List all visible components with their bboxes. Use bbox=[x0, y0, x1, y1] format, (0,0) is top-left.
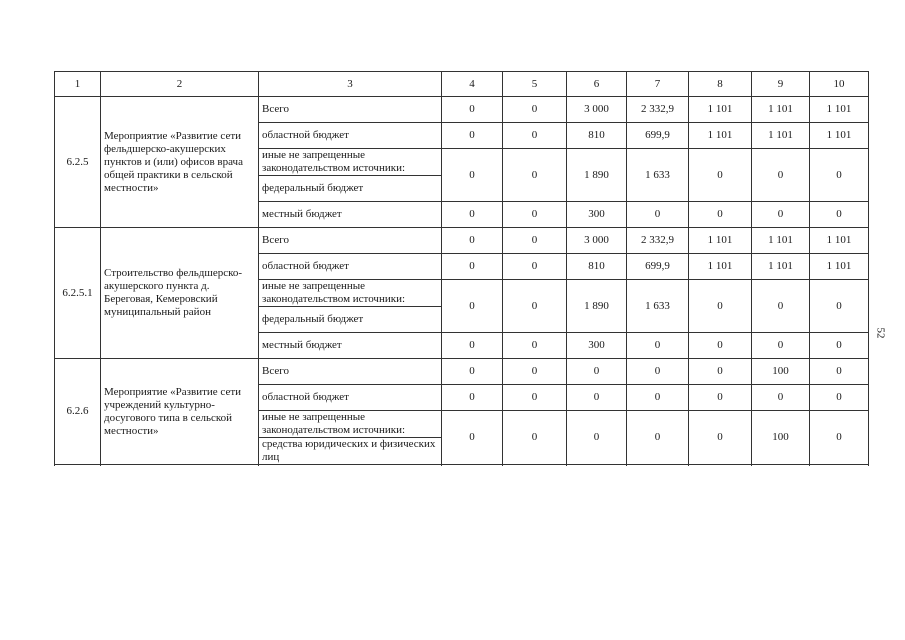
funding-source: областной бюджет bbox=[259, 254, 442, 280]
value-cell: 0 bbox=[689, 411, 752, 465]
column-header: 9 bbox=[752, 72, 810, 97]
value-cell: 0 bbox=[810, 385, 869, 411]
row-name: Мероприятие «Развитие сети учреждений культурно-досугового типа в сельской местности» bbox=[101, 359, 259, 465]
value-cell: 1 101 bbox=[752, 97, 810, 123]
value-cell: 0 bbox=[503, 333, 567, 359]
column-header: 7 bbox=[627, 72, 689, 97]
value-cell: 0 bbox=[503, 411, 567, 465]
value-cell: 1 101 bbox=[752, 228, 810, 254]
value-cell: 1 101 bbox=[689, 97, 752, 123]
value-cell: 0 bbox=[752, 385, 810, 411]
value-cell: 810 bbox=[567, 254, 627, 280]
funding-source: федеральный бюджет bbox=[259, 176, 442, 202]
value-cell: 699,9 bbox=[627, 254, 689, 280]
value-cell: 0 bbox=[442, 228, 503, 254]
value-cell: 0 bbox=[627, 202, 689, 228]
row-code: 6.2.6 bbox=[55, 359, 101, 465]
value-cell: 0 bbox=[442, 280, 503, 333]
header-row bbox=[55, 72, 869, 97]
value-cell: 0 bbox=[689, 202, 752, 228]
funding-source: федеральный бюджет bbox=[259, 307, 442, 333]
value-cell: 1 101 bbox=[810, 97, 869, 123]
value-cell: 1 101 bbox=[810, 228, 869, 254]
value-cell: 0 bbox=[503, 254, 567, 280]
value-cell: 0 bbox=[503, 385, 567, 411]
value-cell: 3 000 bbox=[567, 228, 627, 254]
column-header: 5 bbox=[503, 72, 567, 97]
value-cell: 0 bbox=[442, 123, 503, 149]
value-cell: 0 bbox=[810, 149, 869, 202]
value-cell: 1 101 bbox=[810, 123, 869, 149]
table-row bbox=[55, 228, 869, 254]
funding-source: областной бюджет bbox=[259, 385, 442, 411]
value-cell: 0 bbox=[752, 202, 810, 228]
funding-source-heading: иные не запрещенные законодательством источники: bbox=[259, 411, 442, 438]
value-cell: 1 890 bbox=[567, 280, 627, 333]
value-cell: 2 332,9 bbox=[627, 97, 689, 123]
value-cell: 0 bbox=[627, 333, 689, 359]
funding-source: Всего bbox=[259, 359, 442, 385]
value-cell: 1 101 bbox=[689, 254, 752, 280]
column-header: 1 bbox=[55, 72, 101, 97]
value-cell: 0 bbox=[689, 280, 752, 333]
value-cell: 0 bbox=[503, 202, 567, 228]
budget-table bbox=[54, 71, 869, 465]
row-name: Мероприятие «Развитие сети фельдшерско-акушерских пунктов и (или) офисов врача общей практики в сельской местности» bbox=[101, 97, 259, 228]
funding-source-heading: иные не запрещенные законодательством источники: bbox=[259, 280, 442, 307]
value-cell: 100 bbox=[752, 359, 810, 385]
column-header: 3 bbox=[259, 72, 442, 97]
value-cell: 0 bbox=[752, 149, 810, 202]
column-header: 10 bbox=[810, 72, 869, 97]
value-cell: 0 bbox=[810, 333, 869, 359]
column-header: 4 bbox=[442, 72, 503, 97]
funding-source: средства юридических и физических лиц bbox=[259, 438, 442, 465]
funding-source: областной бюджет bbox=[259, 123, 442, 149]
value-cell: 1 633 bbox=[627, 280, 689, 333]
value-cell: 0 bbox=[627, 411, 689, 465]
value-cell: 0 bbox=[442, 411, 503, 465]
column-header: 8 bbox=[689, 72, 752, 97]
value-cell: 0 bbox=[503, 97, 567, 123]
value-cell: 0 bbox=[503, 123, 567, 149]
value-cell: 3 000 bbox=[567, 97, 627, 123]
value-cell: 699,9 bbox=[627, 123, 689, 149]
value-cell: 0 bbox=[442, 385, 503, 411]
value-cell: 0 bbox=[567, 385, 627, 411]
funding-source: Всего bbox=[259, 97, 442, 123]
value-cell: 0 bbox=[503, 280, 567, 333]
value-cell: 0 bbox=[627, 359, 689, 385]
value-cell: 0 bbox=[810, 411, 869, 465]
value-cell: 1 890 bbox=[567, 149, 627, 202]
row-code: 6.2.5.1 bbox=[55, 228, 101, 359]
funding-source: Всего bbox=[259, 228, 442, 254]
value-cell: 0 bbox=[442, 149, 503, 202]
table-body bbox=[55, 72, 869, 465]
value-cell: 100 bbox=[752, 411, 810, 465]
value-cell: 0 bbox=[689, 333, 752, 359]
table-row bbox=[55, 97, 869, 123]
value-cell: 0 bbox=[752, 333, 810, 359]
funding-source: местный бюджет bbox=[259, 333, 442, 359]
funding-source-heading: иные не запрещенные законодательством источники: bbox=[259, 149, 442, 176]
value-cell: 0 bbox=[689, 149, 752, 202]
value-cell: 0 bbox=[689, 359, 752, 385]
value-cell: 1 101 bbox=[752, 254, 810, 280]
value-cell: 0 bbox=[567, 359, 627, 385]
value-cell: 0 bbox=[503, 228, 567, 254]
row-code: 6.2.5 bbox=[55, 97, 101, 228]
page-number: 52 bbox=[874, 327, 887, 339]
value-cell: 0 bbox=[567, 411, 627, 465]
value-cell: 0 bbox=[442, 359, 503, 385]
value-cell: 0 bbox=[689, 385, 752, 411]
value-cell: 0 bbox=[627, 385, 689, 411]
row-name: Строительство фельдшерско-акушерского пункта д. Береговая, Кемеровский муниципальный район bbox=[101, 228, 259, 359]
column-header: 2 bbox=[101, 72, 259, 97]
value-cell: 300 bbox=[567, 202, 627, 228]
value-cell: 810 bbox=[567, 123, 627, 149]
value-cell: 1 101 bbox=[689, 228, 752, 254]
value-cell: 0 bbox=[810, 359, 869, 385]
value-cell: 0 bbox=[442, 202, 503, 228]
funding-source: местный бюджет bbox=[259, 202, 442, 228]
value-cell: 0 bbox=[442, 254, 503, 280]
value-cell: 0 bbox=[503, 149, 567, 202]
value-cell: 300 bbox=[567, 333, 627, 359]
table-row bbox=[55, 359, 869, 385]
value-cell: 0 bbox=[442, 97, 503, 123]
value-cell: 1 633 bbox=[627, 149, 689, 202]
value-cell: 1 101 bbox=[810, 254, 869, 280]
column-header: 6 bbox=[567, 72, 627, 97]
value-cell: 1 101 bbox=[752, 123, 810, 149]
value-cell: 0 bbox=[810, 202, 869, 228]
value-cell: 1 101 bbox=[689, 123, 752, 149]
value-cell: 2 332,9 bbox=[627, 228, 689, 254]
value-cell: 0 bbox=[442, 333, 503, 359]
value-cell: 0 bbox=[810, 280, 869, 333]
value-cell: 0 bbox=[503, 359, 567, 385]
value-cell: 0 bbox=[752, 280, 810, 333]
